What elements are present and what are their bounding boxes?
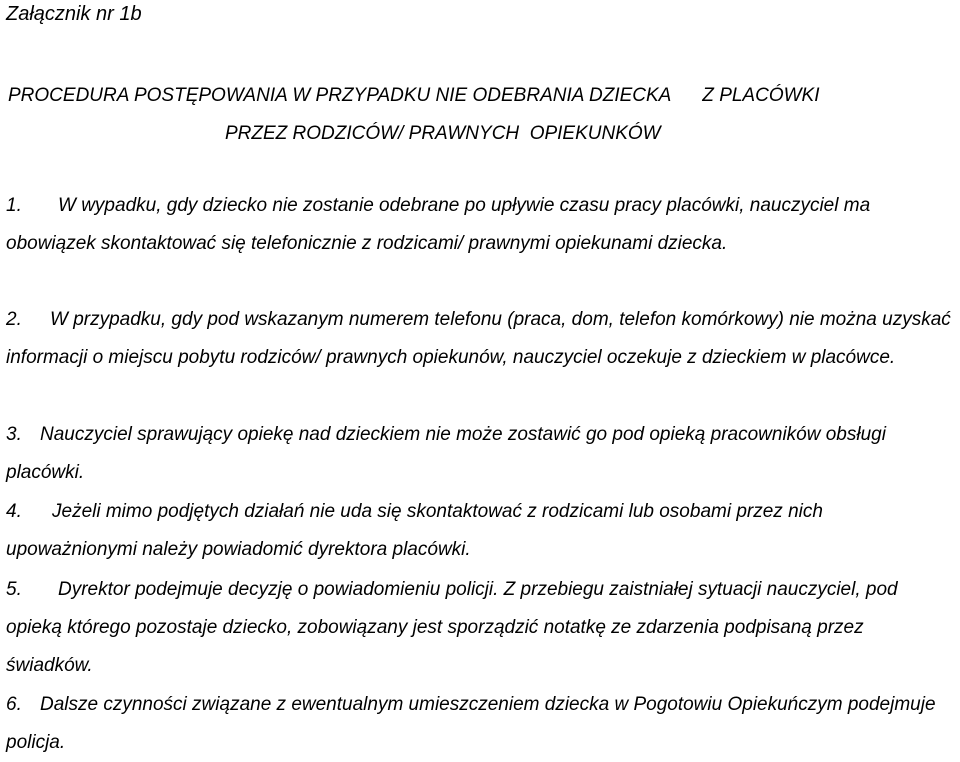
step-number: 1.: [6, 195, 22, 216]
procedure-step-6: [6, 686, 954, 762]
step-number: 4.: [6, 501, 22, 522]
procedure-step-1: [6, 187, 954, 263]
step-text: Dyrektor podejmuje decyzję o powiadomieniu policji. Z przebiegu zaistniałej sytuacji nauczyciel, pod opieką którego pozostaje dziecko, zobowiązany jest sporządzić notatkę ze zdarzenia podpisaną przez świadków.: [6, 579, 898, 676]
procedure-title-line-1: PROCEDURA POSTĘPOWANIA W PRZYPADKU NIE ODEBRANIA DZIECKA Z PLACÓWKI: [8, 85, 820, 106]
step-number: 3.: [6, 424, 22, 445]
step-text: Nauczyciel sprawujący opiekę nad dzieckiem nie może zostawić go pod opieką pracowników obsługi placówki.: [6, 424, 886, 483]
step-text: Dalsze czynności związane z ewentualnym umieszczeniem dziecka w Pogotowiu Opiekuńczym podejmuje policja.: [6, 694, 936, 753]
procedure-title-line-2: PRZEZ RODZICÓW/ PRAWNYCH OPIEKUNKÓW: [225, 123, 661, 144]
step-number: 5.: [6, 579, 22, 600]
step-number: 6.: [6, 694, 22, 715]
annex-label: Załącznik nr 1b: [6, 3, 142, 25]
step-text: W przypadku, gdy pod wskazanym numerem telefonu (praca, dom, telefon komórkowy) nie można uzyskać informacji o miejscu pobytu rodziców/ prawnych opiekunów, nauczyciel oczekuje z dzieckiem w placówce.: [6, 309, 951, 368]
step-number: 2.: [6, 309, 22, 330]
step-text: Jeżeli mimo podjętych działań nie uda się skontaktować z rodzicami lub osobami przez nich upoważnionymi należy powiadomić dyrektora placówki.: [6, 501, 823, 560]
step-text: W wypadku, gdy dziecko nie zostanie odebrane po upływie czasu pracy placówki, nauczyciel ma obowiązek skontaktować się telefonicznie z rodzicami/ prawnymi opiekunami dziecka.: [6, 195, 871, 254]
procedure-step-3: [6, 416, 954, 492]
procedure-step-2: [6, 301, 954, 377]
procedure-step-5: [6, 571, 954, 685]
procedure-step-4: [6, 493, 954, 569]
